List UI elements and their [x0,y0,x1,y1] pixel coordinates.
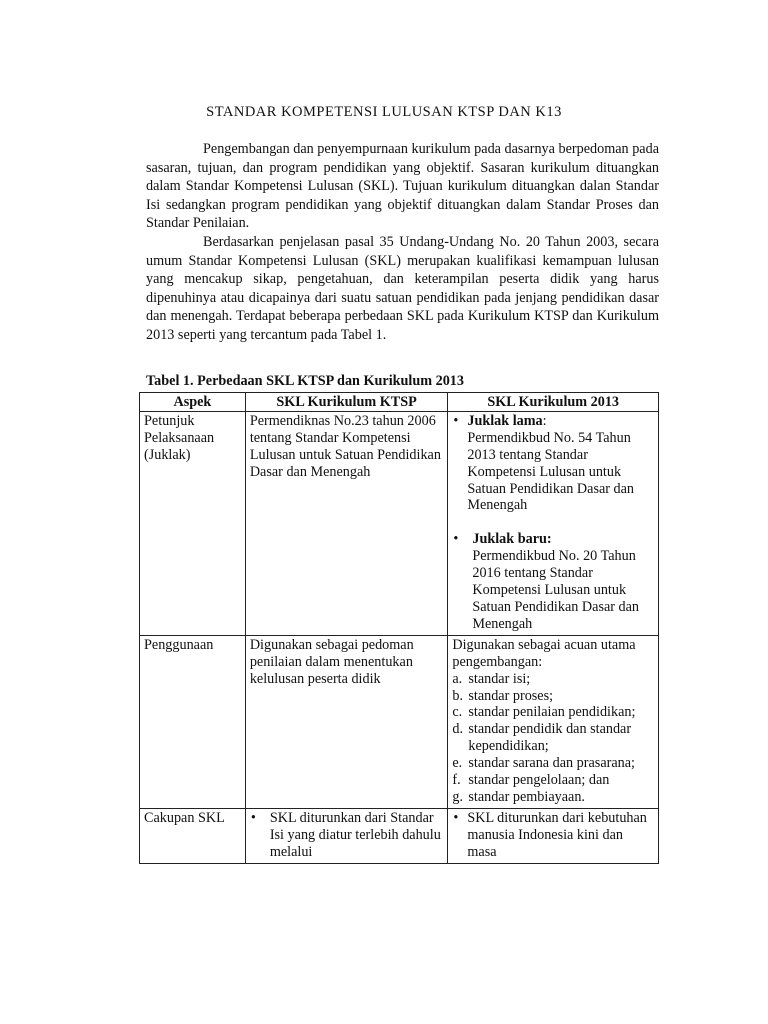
paragraph-1: Pengembangan dan penyempurnaan kurikulum pada dasarnya berpedoman pada sasaran, tujuan, dan program pendidikan yang objektif. Sasaran kurikulum dituangkan dalam Standar Kompetensi Lulusan (SKL). Tujuan kurikulum dituangkan dalan Standar Isi sedangkan program pendidikan yang objektif dituangkan dalam Standar Proses dan Standar Penilaian. [146,141,659,232]
body-text [146,140,659,345]
list-item [452,755,654,772]
juklak-lama-label: Juklak lama [467,412,543,429]
list-item [452,688,654,705]
table-row [140,808,659,863]
list-text: standar sarana dan prasarana; [468,755,635,772]
juklak-baru-text: Permendikbud No. 20 Tahun 2016 tentang Standar Kompetensi Lulusan untuk Satuan Pendidikan Dasar dan Menengah [472,548,640,632]
cell-aspek: Cakupan SKL [140,808,246,863]
list-marker: e. [452,755,463,772]
cell-ktsp [245,808,448,863]
cakupan-ktsp-list [250,810,444,861]
list-item [452,772,654,789]
penggunaan-intro: Digunakan sebagai acuan utama pengembangan: [452,636,636,670]
cakupan-k13-list [452,810,654,861]
comparison-table [139,392,659,864]
table-row [140,635,659,808]
list-text: standar isi; [468,670,531,687]
header-ktsp: SKL Kurikulum KTSP [245,393,448,412]
juklak-list [452,413,654,633]
cell-ktsp: Digunakan sebagai pedoman penilaian dalam menentukan kelulusan peserta didik [245,635,448,808]
cell-ktsp: Permendiknas No.23 tahun 2006 tentang Standar Kompetensi Lulusan untuk Satuan Pendidikan Dasar dan Menengah [245,411,448,635]
list-marker: b. [452,687,463,704]
cell-aspek: Penggunaan [140,635,246,808]
list-marker: g. [452,788,463,805]
list-item [452,413,654,514]
cell-aspek: Petunjuk Pelaksanaan (Juklak) [140,411,246,635]
table-row [140,411,659,635]
list-marker: a. [452,670,463,687]
list-marker: c. [452,704,463,721]
table-caption: Tabel 1. Perbedaan SKL KTSP dan Kurikulum 2013 [146,373,464,389]
list-text: standar pembiayaan. [468,788,585,805]
juklak-lama-text: Permendikbud No. 54 Tahun 2013 tentang Standar Kompetensi Lulusan untuk Satuan Pendidikan Dasar dan Menengah [467,429,635,514]
cell-k13 [448,635,659,808]
list-text: standar pengelolaan; dan [468,772,610,789]
list-item [452,704,654,721]
list-item [452,721,654,755]
paragraph-2: Berdasarkan penjelasan pasal 35 Undang-Undang No. 20 Tahun 2003, secara umum Standar Kompetensi Lulusan (SKL) merupakan kualifikasi kemampuan lulusan yang mencakup sikap, pengetahuan, dan keterampilan peserta didik yang harus dipenuhinya atau dicapainya dari suatu satuan pendidikan pada jenjang pendidikan dasar dan menengah. Terdapat beberapa perbedaan SKL pada Kurikulum KTSP dan Kurikulum 2013 seperti yang tercantum pada Tabel 1. [146,233,659,343]
penggunaan-list [452,671,654,806]
list-item [452,789,654,806]
header-aspek: Aspek [140,393,246,412]
list-item: • SKL diturunkan dari kebutuhan manusia Indonesia kini dan masa [452,810,654,861]
cell-k13 [448,411,659,635]
list-marker: d. [452,721,463,738]
list-item: • SKL diturunkan dari Standar Isi yang diatur terlebih dahulu melalui [250,810,444,861]
list-text: standar pendidik dan standar kependidikan; [468,721,632,755]
juklak-baru-label: Juklak baru: [472,531,552,548]
list-item [452,671,654,688]
list-marker: f. [452,772,461,789]
list-text: standar penilaian pendidikan; [468,704,636,721]
cell-k13 [448,808,659,863]
list-text: standar proses; [468,687,554,704]
header-k13: SKL Kurikulum 2013 [448,393,659,412]
document-title: STANDAR KOMPETENSI LULUSAN KTSP DAN K13 [206,104,562,120]
juklak-lama-sep: : [542,412,547,429]
table-header-row [140,393,659,412]
list-item [452,531,654,632]
